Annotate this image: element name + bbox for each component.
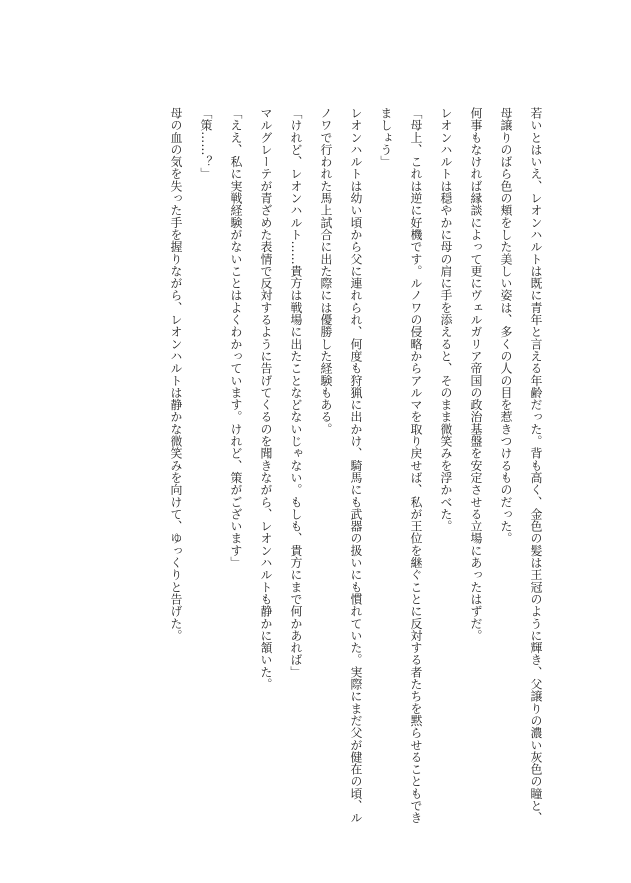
paragraph-10: 母の血の気を失った手を握りながら、レオンハルトは静かな微笑みを向けて、ゆっくりと告げた。 (169, 107, 183, 642)
paragraph-1: 若いとはいえ、レオンハルトは既に青年と言える年齢だった。背も高く、金色の髪は王冠のように輝き、父譲りの濃い灰色の瞳と、母譲りのばら色の頬をした美しい姿は、多くの人の目を惹きつけるものだった。 (499, 107, 543, 824)
paragraph-9-dialogue: 「策……？」 (199, 107, 213, 180)
paragraph-5: レオンハルトは幼い頃から父に連れられ、何度も狩猟に出かけ、騎馬にも武器の扱いにも慣れていた。実際にまだ父が健在の頃、ルノワで行われた馬上試合に出た際には優勝した経験もある。 (319, 107, 363, 824)
paragraph-4-dialogue: 「母上、これは逆に好機です。ルノワの侵略からアルマを取り戻せば、私が王位を継ぐことに反対する者たちを黙らせることもできましょう」 (379, 107, 423, 824)
paragraph-8-dialogue: 「ええ、私に実戦経験がないことはよくわかっています。けれど、策がございます」 (229, 107, 243, 569)
paragraph-6-dialogue: 「けれど、レオンハルト……貴方は戦場に出たことなどないじゃない。もしも、貴方にまで何かあれば」 (289, 107, 303, 679)
paragraph-7: マルグレーテが青ざめた表情で反対するように告げてくるのを聞きながら、レオンハルトも静かに頷いた。 (259, 107, 273, 691)
paragraph-2: 何事もなければ縁談によって更にヴェルガリア帝国の政治基盤を安定させる立場にあったはずだ。 (469, 107, 483, 642)
vertical-text-body (161, 107, 551, 827)
paragraph-3: レオンハルトは穏やかに母の肩に手を添えると、そのまま微笑みを浮かべた。 (439, 107, 453, 533)
